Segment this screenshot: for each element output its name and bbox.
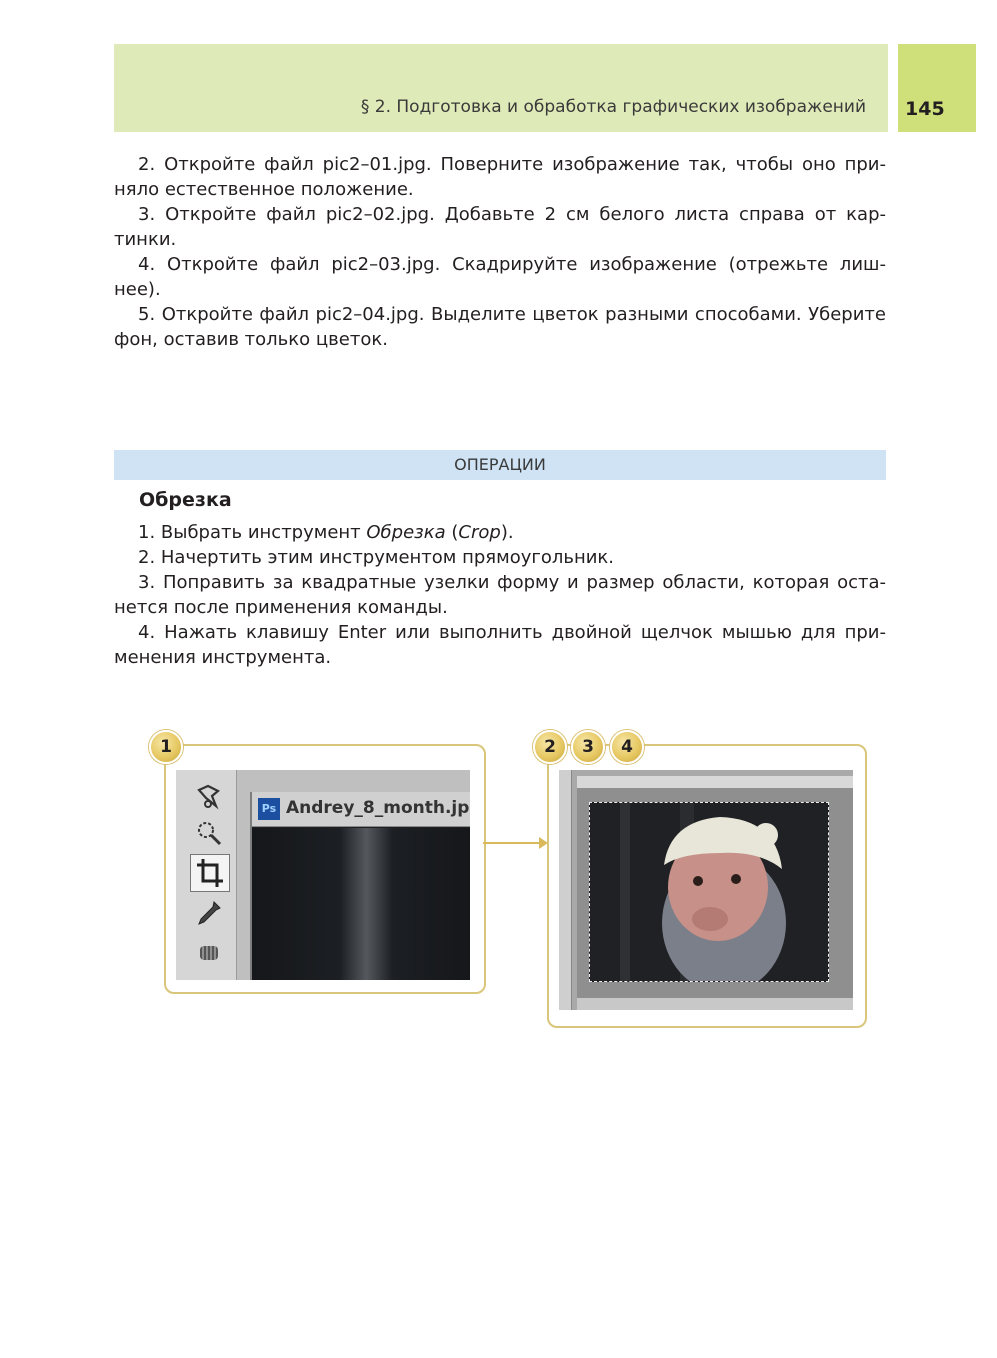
document-tab[interactable] — [252, 792, 470, 827]
eyedropper-tool-icon[interactable] — [194, 898, 224, 928]
photoshop-logo-icon: Ps — [258, 798, 280, 820]
toolbox-panel — [176, 770, 237, 980]
running-header-title: § 2. Подготовка и обработка графических изображений — [360, 97, 866, 117]
document-tab-title: Andrey_8_month.jp — [286, 798, 470, 818]
page-number: 145 — [905, 98, 945, 120]
toolbox-strip — [559, 770, 572, 1010]
step-badge: 3 — [571, 730, 605, 764]
figure-frame-right — [547, 744, 867, 1028]
step-badge: 1 — [149, 730, 183, 764]
operations-title: ОПЕРАЦИИ — [454, 455, 546, 474]
photoshop-screenshot-crop — [176, 770, 470, 980]
status-bar — [577, 998, 853, 1010]
healing-brush-tool-icon[interactable] — [194, 938, 224, 968]
figure-frame-left — [164, 744, 486, 994]
crop-area — [589, 802, 829, 982]
operation-step: 4. Нажать клавишу Enter или выполнить двойной щелчок мышью для при-менения инструмента. — [114, 622, 886, 668]
header-band — [114, 44, 888, 132]
crop-heading: Обрезка — [139, 489, 232, 511]
document-canvas — [252, 828, 470, 980]
operation-step: 2. Начертить этим инструментом прямоугольник. — [138, 547, 615, 568]
crop-tool-icon[interactable] — [190, 854, 230, 892]
task-item: 3. Откройте файл pic2–02.jpg. Добавьте 2 см белого листа справа от кар-тинки. — [114, 204, 886, 250]
task-item: 5. Откройте файл pic2–04.jpg. Выделите цветок разными способами. Уберите фон, оставив только цветок. — [114, 304, 886, 350]
figure-arrow-line — [483, 842, 541, 844]
step-badge: 4 — [610, 730, 644, 764]
task-item: 2. Откройте файл pic2–01.jpg. Поверните изображение так, чтобы оно при-няло естественное положение. — [114, 154, 886, 200]
operation-step: 1. Выбрать инструмент Обрезка (Crop). — [138, 522, 514, 543]
operation-step: 3. Поправить за квадратные узелки форму и размер области, которая оста-нется после применения команды. — [114, 572, 886, 618]
task-item: 4. Откройте файл pic2–03.jpg. Скадрируйте изображение (отрежьте лиш-нее). — [114, 254, 886, 300]
quick-selection-tool-icon[interactable] — [194, 818, 224, 848]
lasso-tool-icon[interactable] — [194, 782, 224, 812]
document-area — [577, 788, 853, 998]
document-window — [250, 792, 470, 980]
photoshop-screenshot-full — [559, 770, 853, 1010]
step-badge: 2 — [533, 730, 567, 764]
baby-photo — [590, 803, 828, 981]
